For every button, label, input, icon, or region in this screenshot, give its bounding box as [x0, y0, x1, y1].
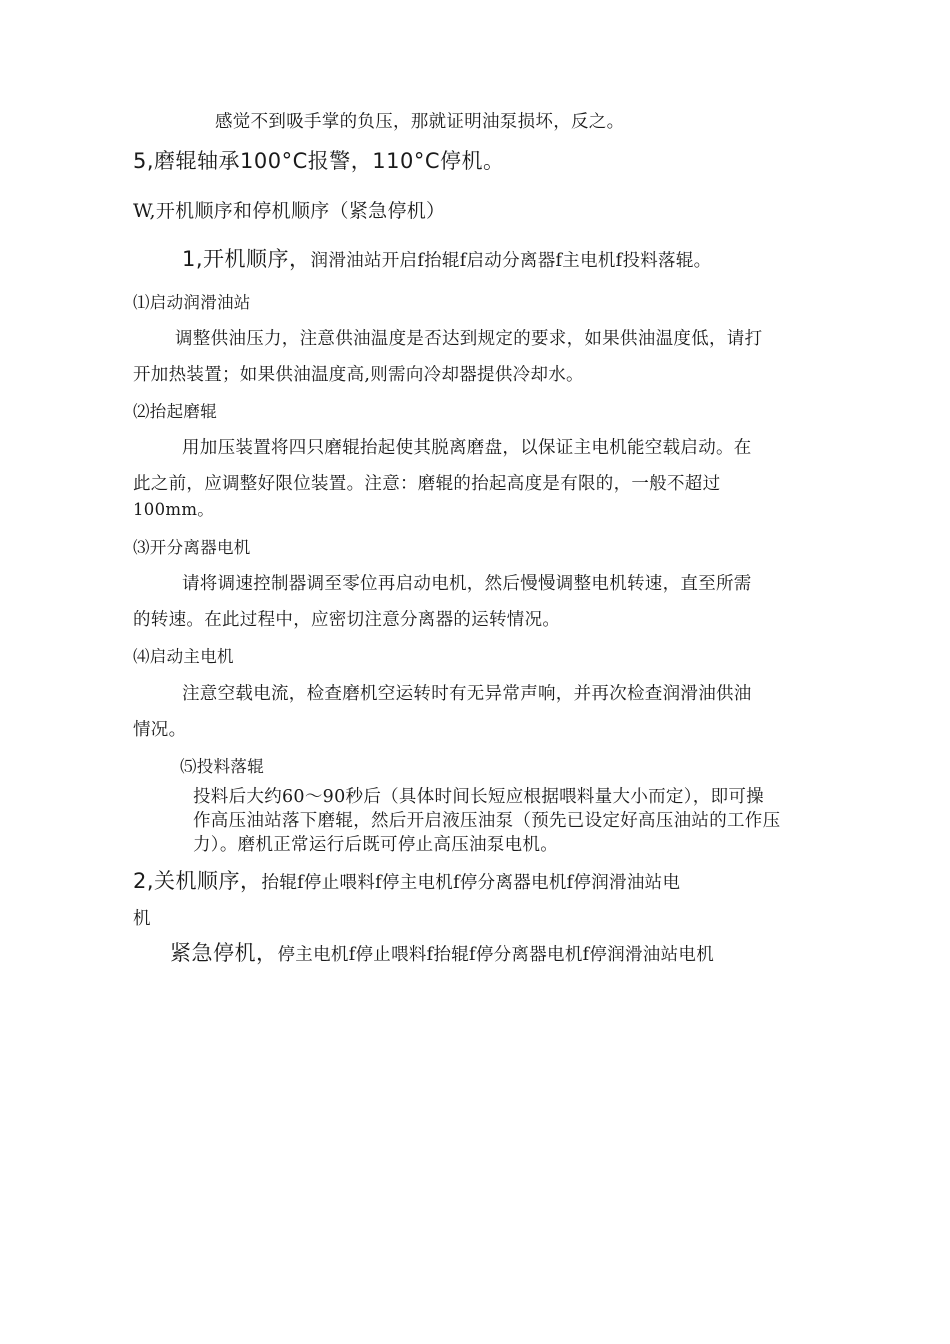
start-sequence-lead: 1,开机顺序， — [182, 247, 311, 271]
step-3-text-line2: 的转速。在此过程中，应密切注意分离器的运转情况。 — [133, 610, 561, 630]
start-sequence-rest: 润滑油站开启f抬辊f启动分离器f主电机f投料落辊。 — [310, 251, 712, 271]
step-1-text-line1: 调整供油压力，注意供油温度是否达到规定的要求，如果供油温度低，请打 — [175, 329, 763, 349]
step-5-text-line2: 作高压油站落下磨辊，然后开启液压油泵（预先已设定好高压油站的工作压 — [193, 811, 781, 831]
step-5-title: ⑸投料落辊 — [180, 757, 264, 776]
step-1-text-line2: 开加热装置；如果供油温度高,则需向冷却器提供冷却水。 — [133, 365, 584, 385]
stop-sequence-rest: 抬辊f停止喂料f停主电机f停分离器电机f停润滑油站电 — [261, 873, 681, 893]
start-sequence — [182, 247, 711, 273]
line-suction-check: 感觉不到吸手掌的负压，那就证明油泵损坏，反之。 — [215, 112, 625, 132]
step-2-text-line3: 100mm。 — [133, 500, 215, 519]
step-5-text-line3: 力）。磨机正常运行后既可停止高压油泵电机。 — [193, 835, 559, 855]
emergency-stop-sequence — [170, 941, 714, 967]
step-3-title: ⑶开分离器电机 — [133, 538, 251, 557]
stop-sequence-cont: 机 — [133, 909, 151, 929]
step-4-text-line1: 注意空载电流，检查磨机空运转时有无异常声响，并再次检查润滑油供油 — [182, 684, 752, 704]
step-2-title: ⑵抬起磨辊 — [133, 402, 217, 421]
step-1-title: ⑴启动润滑油站 — [133, 293, 251, 312]
stop-sequence — [133, 869, 680, 895]
step-3-text-line1: 请将调速控制器调至零位再启动电机，然后慢慢调整电机转速，直至所需 — [182, 574, 752, 594]
emergency-stop-rest: 停主电机f停止喂料f抬辊f停分离器电机f停润滑油站电机 — [277, 945, 715, 965]
step-2-text-line1: 用加压装置将四只磨辊抬起使其脱离磨盘，以保证主电机能空载启动。在 — [182, 438, 752, 458]
heading-bearing-alarm: 5,磨辊轴承100°C报警，110°C停机。 — [133, 149, 505, 173]
step-2-text-line2: 此之前，应调整好限位装置。注意：磨辊的抬起高度是有限的，一般不超过 — [133, 474, 721, 494]
step-4-title: ⑷启动主电机 — [133, 647, 234, 666]
stop-sequence-lead: 2,关机顺序， — [133, 869, 262, 893]
step-5-text-line1: 投料后大约60〜90秒后（具体时间长短应根据喂料量大小而定），即可操 — [193, 787, 764, 807]
heading-start-stop-sequence: W,开机顺序和停机顺序（紧急停机） — [133, 200, 446, 222]
step-4-text-line2: 情况。 — [133, 720, 187, 740]
emergency-stop-lead: 紧急停机， — [170, 941, 278, 965]
